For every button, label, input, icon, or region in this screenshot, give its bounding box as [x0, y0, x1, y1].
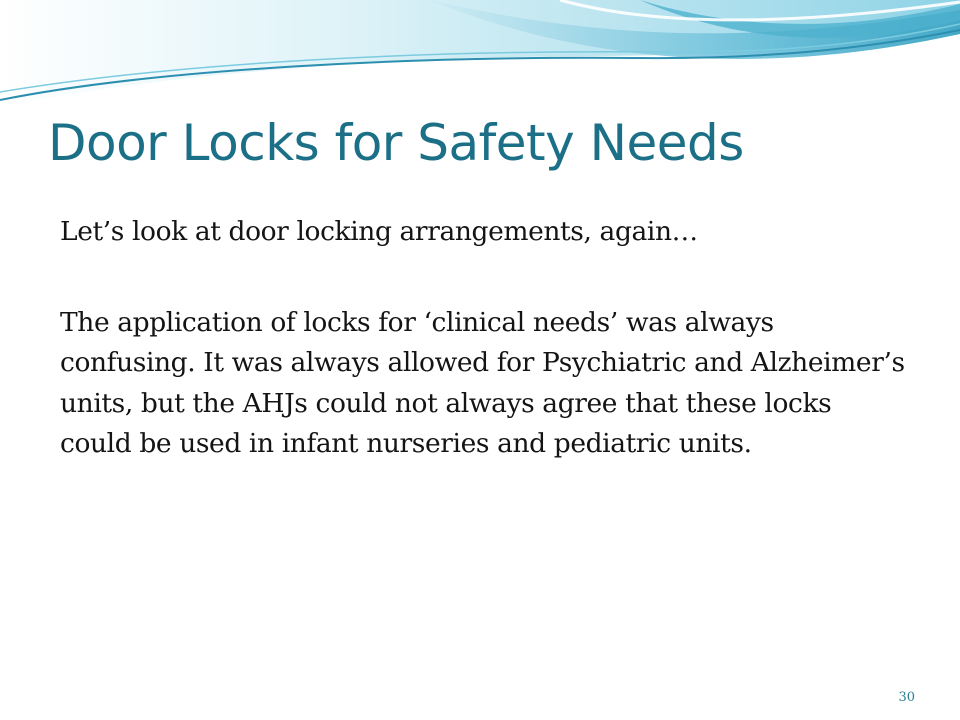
main-paragraph: The application of locks for ‘clinical needs’ was always confusing. It was always allowed for Psychiatric and Alzheimer’s units, but the AHJs could not always agree that these locks could be used in infant nurseries and pediatric units.	[60, 306, 905, 459]
header-wave-decoration	[0, 0, 960, 120]
page-number: 30	[898, 690, 915, 705]
intro-paragraph: Let’s look at door locking arrangements, again…	[60, 216, 698, 247]
slide-title: Door Locks for Safety Needs	[48, 114, 744, 172]
body-text	[60, 212, 910, 465]
paragraph-spacer	[60, 253, 910, 303]
